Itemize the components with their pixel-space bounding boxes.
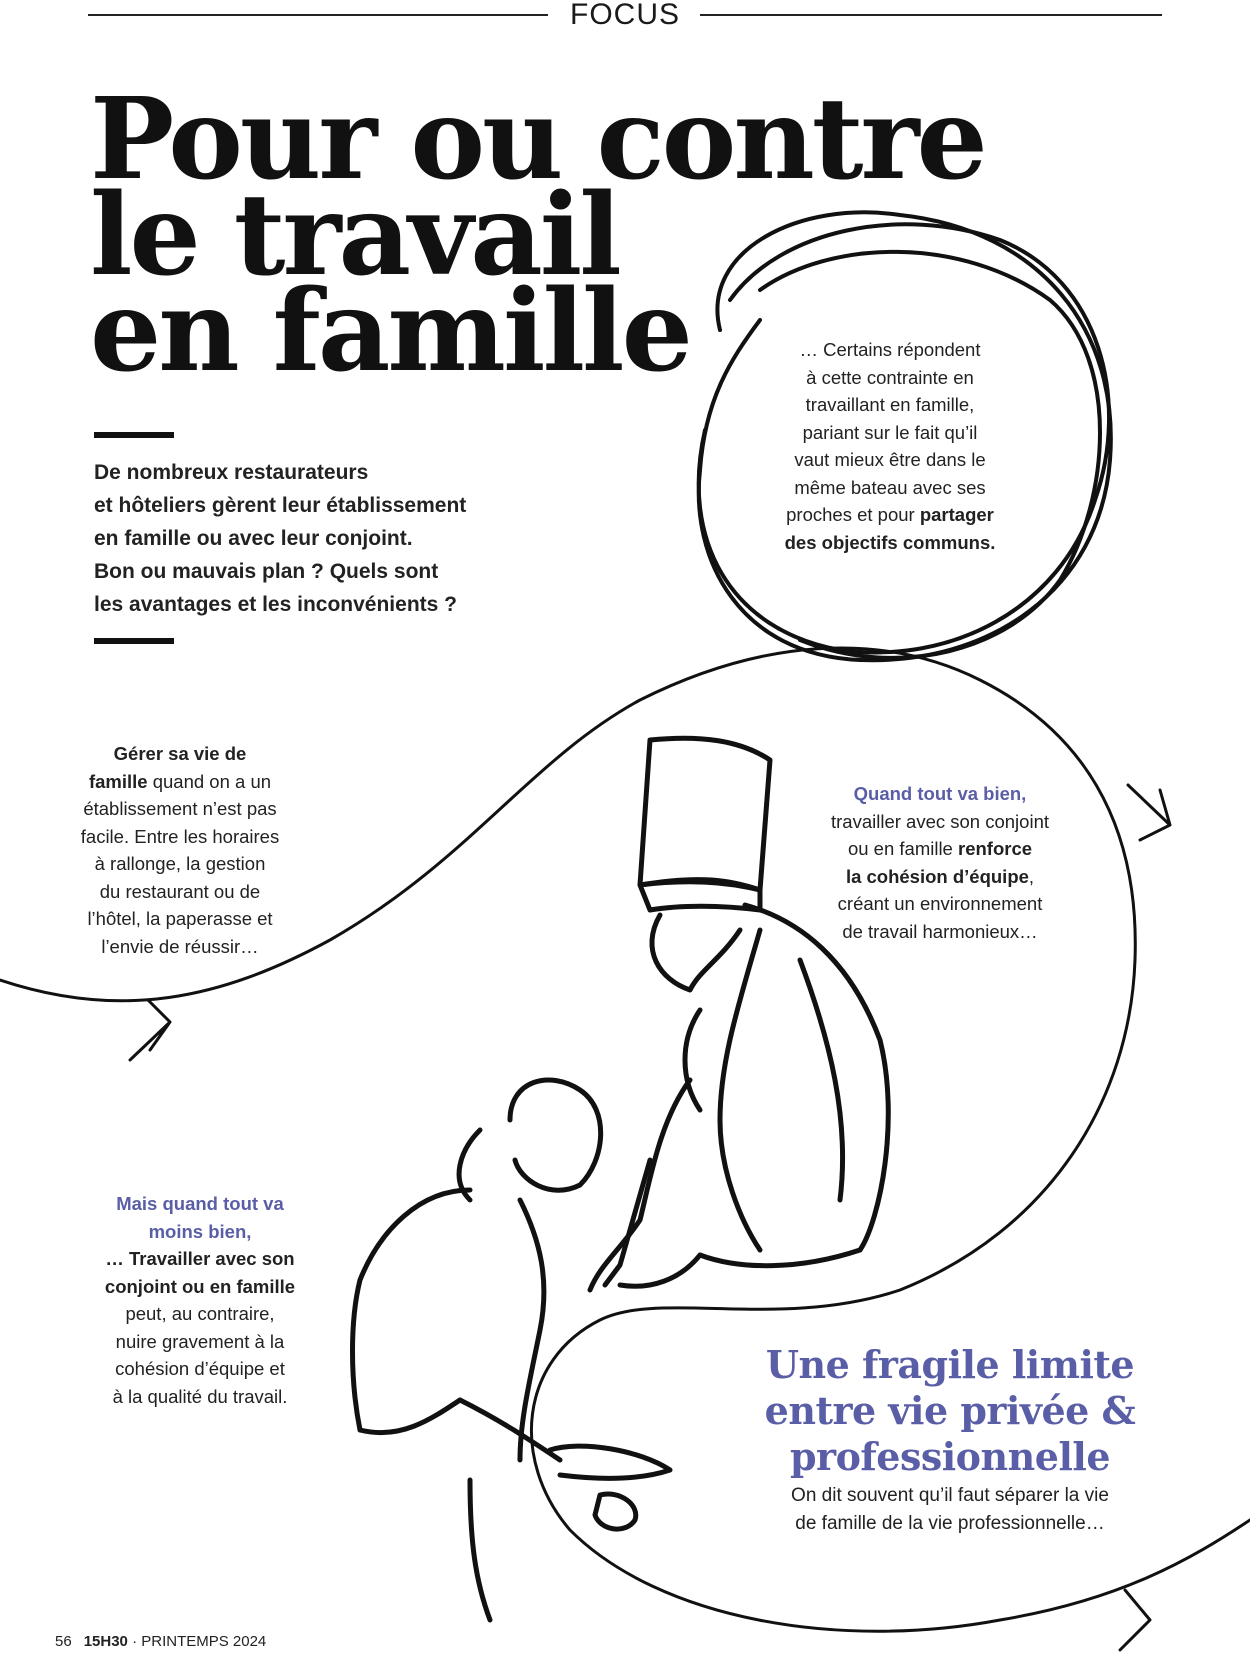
quote-body-line: On dit souvent qu’il faut séparer la vie xyxy=(791,1485,1109,1506)
issue-label: · PRINTEMPS 2024 xyxy=(132,1633,267,1650)
right-accent: Quand tout va bien, xyxy=(853,783,1027,804)
right-line: de travail harmonieux… xyxy=(842,920,1038,942)
left-line: à rallonge, la gestion xyxy=(94,853,266,874)
left-line: l’hôtel, la paperasse et xyxy=(87,908,273,929)
bottom-left-line: à la qualité du travail. xyxy=(112,1385,288,1407)
bubble-line: … Certains répondent xyxy=(799,339,981,360)
bubble-line xyxy=(760,501,1020,529)
right-line: créant un environnement xyxy=(837,893,1043,914)
apprentice-figure xyxy=(353,1080,671,1620)
bubble-line: à cette contrainte en xyxy=(806,366,974,388)
left-line-bold: Gérer sa vie de xyxy=(113,743,247,764)
intro-paragraph xyxy=(94,456,514,621)
arrow-bottom xyxy=(1120,1590,1150,1650)
intro-dash-top xyxy=(94,432,174,438)
pull-quote-body xyxy=(740,1482,1160,1538)
intro-line: les avantages et les inconvénients ? xyxy=(94,593,457,616)
left-text-block xyxy=(60,740,300,960)
quote-body-line: de famille de la vie professionnelle… xyxy=(795,1513,1105,1534)
intro-line: Bon ou mauvais plan ? Quels sont xyxy=(94,560,439,583)
intro-line: et hôteliers gèrent leur établissement xyxy=(94,494,467,517)
right-line-bold: renforce xyxy=(958,838,1033,859)
bubble-line xyxy=(760,529,1020,557)
bubble-line: même bateau avec ses xyxy=(794,476,986,498)
bottom-left-accent: moins bien, xyxy=(148,1220,252,1242)
right-text-block xyxy=(810,780,1070,945)
intro-dash-bottom xyxy=(94,638,174,644)
intro-line: en famille ou avec leur conjoint. xyxy=(94,527,413,550)
bubble-line-bold: des objectifs communs. xyxy=(784,531,996,553)
bubble-line-bold: partager xyxy=(919,504,994,525)
left-line: du restaurant ou de xyxy=(99,880,261,902)
bottom-left-line xyxy=(80,1273,320,1301)
bottom-left-line: cohésion d’équipe et xyxy=(115,1358,285,1379)
right-line xyxy=(810,863,1070,891)
left-line: établissement n’est pas xyxy=(83,798,277,819)
bottom-left-bold: conjoint ou en famille xyxy=(104,1275,296,1297)
title-line: en famille xyxy=(90,266,690,397)
quote-title-line: professionnelle xyxy=(789,1434,1110,1479)
right-line-bold: la cohésion d’équipe xyxy=(845,865,1029,887)
bubble-line: vaut mieux être dans le xyxy=(794,449,986,470)
bottom-left-line: peut, au contraire, xyxy=(125,1303,275,1324)
left-line xyxy=(60,740,300,768)
left-line: l’envie de réussir… xyxy=(101,935,259,957)
title-line: Pour ou contre xyxy=(90,74,985,205)
bottom-left-accent: Mais quand tout va xyxy=(116,1193,284,1214)
page-footer xyxy=(55,1633,266,1650)
left-line: facile. Entre les horaires xyxy=(80,825,280,847)
bottom-left-line xyxy=(80,1245,320,1273)
bottom-left-line: nuire gravement à la xyxy=(115,1330,285,1352)
arrow-right xyxy=(1128,785,1170,840)
page-number: 56 xyxy=(55,1633,72,1650)
intro-line: De nombreux restaurateurs xyxy=(94,461,369,484)
left-line-bold: famille xyxy=(88,770,148,792)
arrow-left xyxy=(130,1000,170,1060)
pull-quote-title xyxy=(740,1342,1160,1480)
title-line: le travail xyxy=(90,170,619,301)
magazine-brand: 15H30 xyxy=(83,1633,128,1650)
right-line xyxy=(810,835,1070,863)
right-line-plain: , xyxy=(1028,865,1035,887)
bubble-top-text xyxy=(760,336,1020,556)
bottom-left-bold: … Travailler avec son xyxy=(105,1248,295,1269)
left-line-plain: quand on a un xyxy=(147,770,272,792)
bottom-left-text-block xyxy=(80,1190,320,1410)
quote-title-line: entre vie privée & xyxy=(764,1388,1136,1433)
right-line-plain: ou en famille xyxy=(847,838,958,859)
bubble-line-plain: proches et pour xyxy=(786,504,920,525)
right-line: travailler avec son conjoint xyxy=(831,810,1049,832)
section-label-text: FOCUS xyxy=(558,0,692,31)
quote-title-line: Une fragile limite xyxy=(765,1342,1135,1387)
left-line xyxy=(60,768,300,796)
bubble-line: travaillant en famille, xyxy=(805,394,975,415)
bubble-line: pariant sur le fait qu’il xyxy=(802,421,978,443)
section-label xyxy=(0,0,1250,32)
